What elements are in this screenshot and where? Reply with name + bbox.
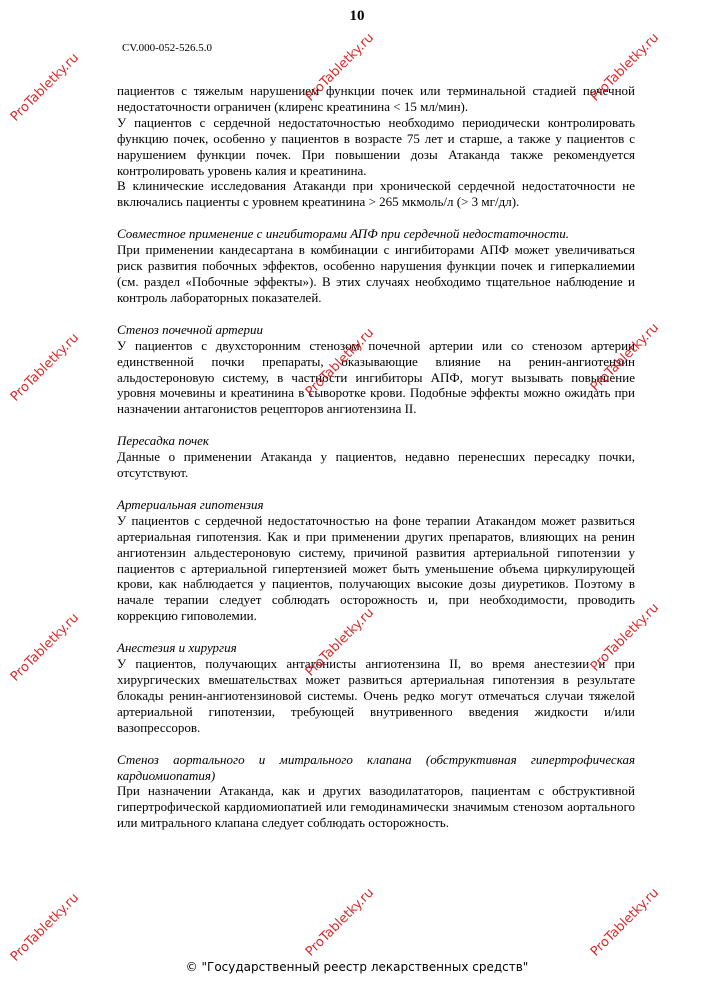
section-text: У пациентов с сердечной недостаточностью на фоне терапии Атакандом может развиться артериальная гипотензия. Как и при применении других препаратов, влияющих на ренин ангиотензин альдестероновую систему, причиной развития артериальной гипотензии у пациентов с артериальной гипертензией может быть уменьшение объема циркулирующей крови, как наблюдается у пациентов, получающих высокие дозы диуретиков. Поэтому в начале терапии следует соблюдать осторожность и, при необходимости, проводить коррекцию гиповолемии. <box>117 512 635 624</box>
watermark: ProTabletky.ru <box>587 30 663 105</box>
intro-paragraph-2: У пациентов с сердечной недостаточностью необходимо периодически контролировать функцию почек, особенно у пациентов в возрасте 75 лет и старше, а также у пациентов с нарушением функции почек. При повышении дозы Атаканда также рекомендуется контролировать уровень калия и креатинина. <box>117 114 635 178</box>
watermark: ProTabletky.ru <box>587 600 663 675</box>
section-kidney-transplant <box>117 433 635 481</box>
watermark: ProTabletky.ru <box>587 320 663 395</box>
watermark: ProTabletky.ru <box>302 325 378 400</box>
section-ace-inhibitors <box>117 226 635 306</box>
watermark: ProTabletky.ru <box>587 885 663 960</box>
section-text: При применении кандесартана в комбинации с ингибиторами АПФ может увеличиваться риск развития побочных эффектов, особенно нарушения функции почек и гиперкалиемии (см. раздел «Побочные эффекты»). В этих случаях необходимо тщательное наблюдение и контроль лабораторных показателей. <box>117 242 635 305</box>
watermark: ProTabletky.ru <box>302 605 378 680</box>
watermark: ProTabletky.ru <box>7 330 83 405</box>
watermark: ProTabletky.ru <box>7 610 83 685</box>
section-text: У пациентов, получающих антагонисты ангиотензина II, во время анестезии и при хирургических вмешательствах может развиться артериальная гипотензия в результате блокады ренин-ангиотензиновой системы. Очень редко могут отмечаться случаи тяжелой артериальной гипотензии, требующей внутривенного введения жидкости и/или вазопрессоров. <box>117 656 635 735</box>
section-heading: Стеноз аортального и митрального клапана (обструктивная гипертрофическая кардиомиопатия) <box>117 751 635 783</box>
watermark: ProTabletky.ru <box>7 50 83 125</box>
intro-paragraph-3: В клинические исследования Атаканди при хронической сердечной недостаточности не включались пациенты с уровнем креатинина > 265 мкмоль/л (> 3 мг/дл). <box>117 178 635 210</box>
footer-copyright: © "Государственный реестр лекарственных средств" <box>185 960 529 974</box>
section-heading: Пересадка почек <box>117 433 209 449</box>
section-text: У пациентов с двухсторонним стенозом почечной артерии или со стенозом артерии единственной почки препараты, оказывающие влияние на ренин-ангиотензин альдостероновую систему, в частности ингибиторы АПФ, могут вызывать повышение уровня мочевины и креатинина в сыворотке крови. Подобные эффекты можно ожидать при назначении антагонистов рецепторов ангиотензина II. <box>117 337 635 417</box>
intro-paragraph-1: пациентов с тяжелым нарушением функции почек или терминальной стадией почечной недостаточности ограничен (клиренс креатинина < 15 мл/мин). <box>117 83 635 114</box>
watermark: ProTabletky.ru <box>302 30 378 105</box>
watermark: ProTabletky.ru <box>7 890 83 965</box>
document-code: CV.000-052-526.5.0 <box>122 42 212 54</box>
section-text: Данные о применении Атаканда у пациентов, недавно перенесших пересадку почки, отсутствуют. <box>117 449 635 481</box>
section-text: При назначении Атаканда, как и других вазодилататоров, пациентам с обструктивной гипертрофической кардиомиопатией или гемодинамически значимым стенозом аортального или митрального клапана следует соблюдать осторожность. <box>117 783 635 831</box>
section-hypotension <box>117 497 635 624</box>
watermark: ProTabletky.ru <box>302 885 378 960</box>
section-heading: Артериальная гипотензия <box>117 496 264 512</box>
section-heading: Анестезия и хирургия <box>117 640 237 656</box>
document-body <box>117 83 635 831</box>
section-heading: Стеноз почечной артерии <box>117 321 263 337</box>
section-heading: Совместное применение с ингибиторами АПФ при сердечной недостаточности. <box>117 226 569 242</box>
section-anesthesia-surgery <box>117 640 635 735</box>
section-valve-stenosis <box>117 752 635 832</box>
page-number: 10 <box>349 8 365 24</box>
